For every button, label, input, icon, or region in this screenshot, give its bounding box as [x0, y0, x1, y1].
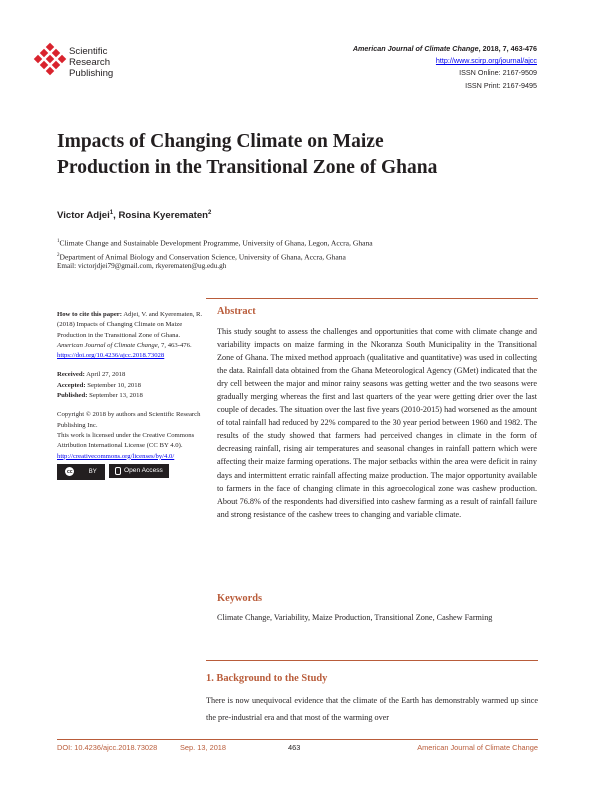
- journal-citation: [353, 43, 537, 55]
- author-affiliation-mark: 2: [208, 210, 212, 216]
- badge-row: [57, 464, 205, 480]
- open-access-label: Open Access: [124, 466, 163, 474]
- footer-doi[interactable]: DOI: 10.4236/ajcc.2018.73028: [57, 743, 158, 752]
- license-url-link[interactable]: http://creativecommons.org/licenses/by/4.0/: [57, 452, 175, 460]
- cite-doi-link[interactable]: https://doi.org/10.4236/ajcc.2018.73028: [57, 352, 165, 360]
- cite-label: How to cite this paper:: [57, 311, 123, 318]
- cc-icon: cc: [66, 468, 73, 475]
- affiliations: [57, 236, 537, 264]
- affiliation-text: Department of Animal Biology and Conservation Science, University of Ghana, Accra, Ghana: [59, 252, 346, 262]
- keywords-heading: Keywords: [217, 593, 263, 604]
- author-affiliation-mark: 1: [109, 210, 114, 216]
- paper-title-line1: Impacts of Changing Climate on Maize: [57, 131, 384, 152]
- lock-icon: [115, 467, 121, 475]
- author-name: Victor Adjei: [57, 210, 110, 222]
- cite-journal: American Journal of Climate Change: [57, 341, 158, 349]
- open-access-badge: [109, 464, 169, 478]
- author-list: Victor Adjei$^1$, Rosina Kyerematen$^2$: [57, 210, 212, 222]
- affiliation-mark: 1: [57, 239, 60, 244]
- issn-online: ISSN Online: 2167-9509: [459, 68, 537, 78]
- accepted-label: Accepted:: [57, 381, 86, 389]
- keywords-text: Climate Change, Variability, Maize Production, Transitional Zone, Cashew Farming: [217, 613, 493, 622]
- accepted-date: September 10, 2018: [85, 381, 141, 389]
- email-line: Email: victorjdjei79@gmail.com, rkyerematen@ug.edu.gh: [57, 262, 227, 270]
- cite-text: Adjei, V. and Kyerematen, R. (2018) Impacts of Changing Climate on Maize Production in the Transitional Zone of Ghana.: [57, 311, 203, 339]
- page-number: 463: [288, 743, 301, 752]
- paper-title-line2: Production in the Transitional Zone of Ghana: [57, 157, 438, 178]
- dates-block: [57, 370, 205, 401]
- received-label: Received:: [57, 371, 85, 379]
- author-name: Rosina Kyerematen: [118, 210, 209, 222]
- abstract-divider: [206, 298, 538, 299]
- abstract-text: This study sought to assess the challenges and opportunities that come with climate change and variability impacts on maize farming in the Nkoranza South Municipality in the Transitional Zone of Ghana. The mixed method approach (qualitative and quantitative) was used in collecting the data. Rainfall data obtained from the Ghana Meteorological Agency (GMet) indicated that the dry cell between the major and minor rainy seasons was getting wetter and the two seasons were gradually merging whereas the first and last quarters of the year were getting drier over the last couple of decades. The situation over the last five years (2010-2015) had worsened as the amount of total rainfall had reduced by 22% compared to the 30 year period between 1960 and 1982. The results of the study showed that farmers had perceived changes in climate in the form of decreasing rainfall, rising air temperatures and seasonal changes in rainfall pattern which were affecting their maize farming operations. The major setbacks within the area were deficit in rainy days and intermittent erratic rainfall affecting maize production. The major opportunity available to farmers in the face of changing climate in this agroecological zone was cashew production. About 76.8% of the respondents had diversified into cashew farming as a result of rainfall failure and strong resistance of the cashew trees to changing and variable climate.: [217, 327, 537, 519]
- affiliation-text: Climate Change and Sustainable Development Programme, University of Ghana, Legon, Accra, Ghana: [59, 238, 373, 248]
- publisher-name: [69, 46, 113, 79]
- issn-print: ISSN Print: 2167-9495: [465, 80, 537, 90]
- journal-url-link[interactable]: http://www.scirp.org/journal/ajcc: [435, 56, 537, 66]
- journal-name: American Journal of Climate Change: [352, 44, 479, 53]
- section-text: There is now unequivocal evidence that the climate of the Earth has demonstrably warmed up since the pre-industrial era and that most of the warming over: [206, 696, 538, 722]
- section-divider: [206, 660, 538, 661]
- section-heading: 1. Background to the Study: [206, 673, 328, 684]
- paper-title: [57, 129, 537, 181]
- license-block: [57, 410, 205, 461]
- publisher-name-line3: Publishing: [69, 68, 114, 79]
- footer-divider: [57, 739, 538, 740]
- cc-by-badge[interactable]: [57, 464, 105, 480]
- received-date: April 27, 2018: [84, 371, 126, 379]
- published-date: September 13, 2018: [87, 392, 143, 400]
- journal-info: [353, 43, 537, 92]
- by-label: BY: [88, 468, 97, 475]
- publisher-name-line1: Scientific: [69, 46, 108, 57]
- affiliation-mark: 2: [57, 253, 60, 259]
- copyright-text: Copyright © 2018 by authors and Scientific Research Publishing Inc.: [57, 411, 201, 429]
- abstract-heading: Abstract: [217, 306, 256, 317]
- footer-journal-name: American Journal of Climate Change: [417, 743, 538, 752]
- license-text: This work is licensed under the Creative Commons Attribution International License (CC BY 4.0).: [57, 431, 195, 450]
- cite-volume: , 7, 463-476.: [157, 341, 192, 349]
- article-sidebar: [57, 310, 205, 480]
- publisher-name-line2: Research: [69, 57, 111, 68]
- cite-block: [57, 310, 205, 361]
- affiliation-1: [57, 236, 537, 250]
- journal-volume-pages: , 2018, 7, 463-476: [478, 44, 537, 53]
- published-label: Published:: [57, 392, 88, 400]
- footer-date: Sep. 13, 2018: [180, 743, 227, 752]
